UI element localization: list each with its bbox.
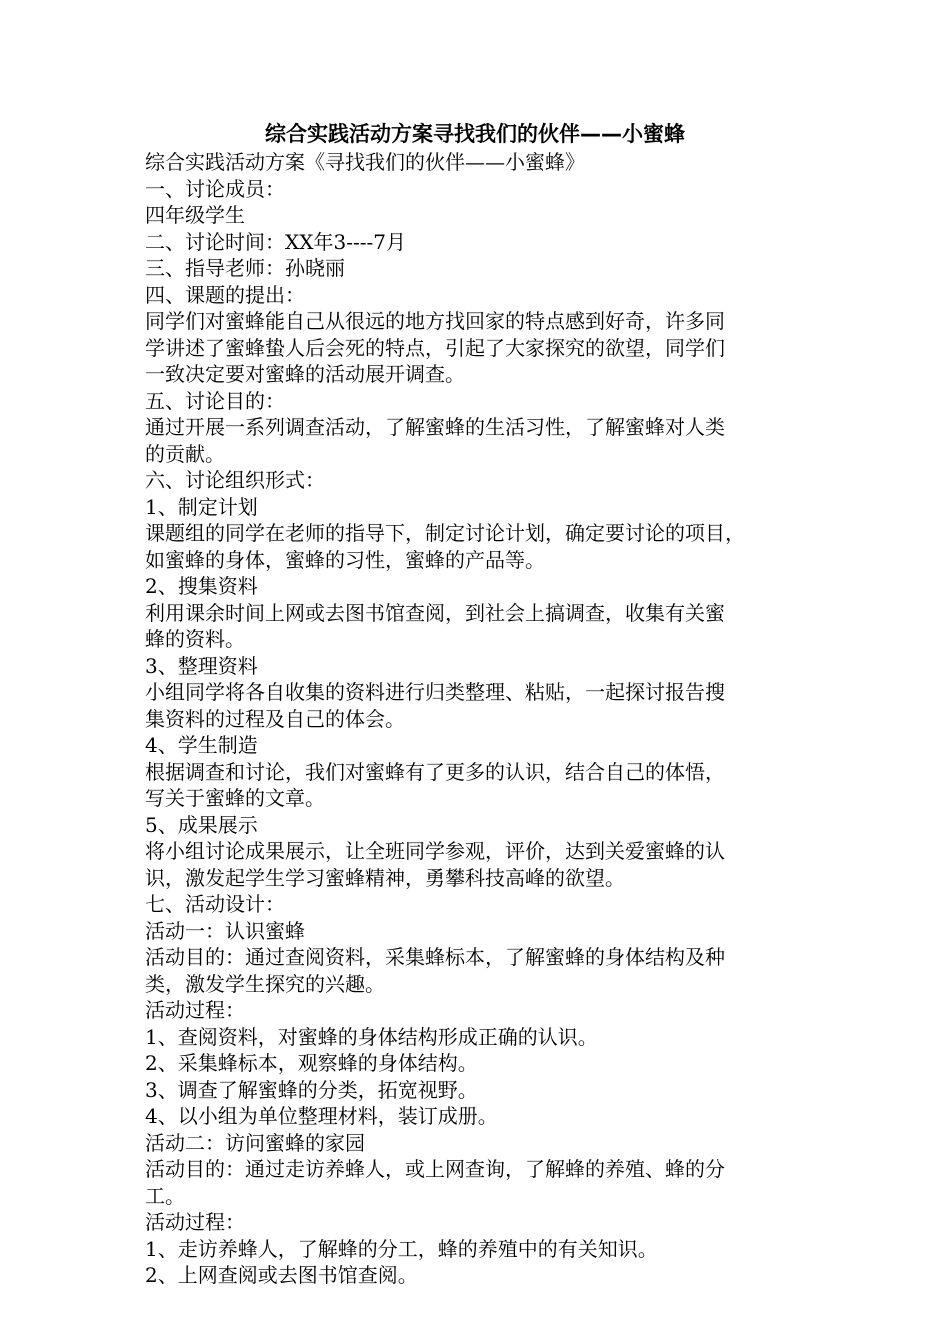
text-line: 活动目的：通过走访养蜂人，或上网查询，了解蜂的养殖、蜂的分 bbox=[145, 1157, 725, 1181]
text-line: 六、讨论组织形式： bbox=[145, 468, 325, 492]
text-line: 1、查阅资料，对蜜蜂的身体结构形成正确的认识。 bbox=[145, 1024, 598, 1049]
text-line: 根据调查和讨论，我们对蜜蜂有了更多的认识，结合自己的体悟， bbox=[145, 759, 725, 784]
text-line: 同学们对蜜蜂能自己从很远的地方找回家的特点感到好奇，许多同 bbox=[145, 309, 725, 333]
text-line: 识，激发起学生学习蜜蜂精神，勇攀科技高峰的欲望。 bbox=[145, 865, 625, 890]
text-line: 的贡献。 bbox=[145, 441, 225, 466]
text-line: 三、指导老师：孙晓丽 bbox=[145, 256, 345, 280]
text-line: 如蜜蜂的身体，蜜蜂的习性，蜜蜂的产品等。 bbox=[145, 547, 545, 572]
text-line: 四年级学生 bbox=[145, 203, 245, 227]
text-line: 综合实践活动方案《寻找我们的伙伴——小蜜蜂》 bbox=[145, 150, 585, 174]
text-line: 七、活动设计： bbox=[145, 892, 285, 916]
text-line: 通过开展一系列调查活动，了解蜜蜂的生活习性，了解蜜蜂对人类 bbox=[145, 415, 725, 439]
text-line: 类，激发学生探究的兴趣。 bbox=[145, 971, 385, 996]
text-line: 1、走访养蜂人，了解蜂的分工，蜂的养殖中的有关知识。 bbox=[145, 1236, 658, 1261]
text-line: 五、讨论目的： bbox=[145, 388, 285, 413]
text-line: 1、制定计划 bbox=[145, 494, 258, 519]
text-line: 活动过程： bbox=[145, 1210, 245, 1234]
text-line: 3、整理资料 bbox=[145, 653, 258, 678]
text-line: 工。 bbox=[145, 1183, 185, 1208]
text-line: 一致决定要对蜜蜂的活动展开调查。 bbox=[145, 362, 465, 386]
text-line: 3、调查了解蜜蜂的分类，拓宽视野。 bbox=[145, 1077, 478, 1102]
text-line: 集资料的过程及自己的体会。 bbox=[145, 706, 405, 731]
text-line: 活动过程： bbox=[145, 998, 245, 1022]
text-line: 二、讨论时间：XX年3----7月 bbox=[145, 229, 406, 254]
text-line: 活动一：认识蜜蜂 bbox=[145, 918, 305, 943]
text-line: 将小组讨论成果展示，让全班同学参观，评价，达到关爱蜜蜂的认 bbox=[145, 839, 725, 863]
text-line: 蜂的资料。 bbox=[145, 627, 245, 651]
text-line: 课题组的同学在老师的指导下，制定讨论计划，确定要讨论的项目， bbox=[145, 521, 745, 545]
text-line: 四、课题的提出： bbox=[145, 282, 305, 307]
text-line: 活动二：访问蜜蜂的家园 bbox=[145, 1130, 365, 1155]
text-line: 一、讨论成员： bbox=[145, 176, 285, 201]
text-line: 2、采集蜂标本，观察蜂的身体结构。 bbox=[145, 1051, 478, 1075]
text-line: 小组同学将各自收集的资料进行归类整理、粘贴，一起探讨报告搜 bbox=[145, 680, 725, 704]
text-line: 2、上网查阅或去图书馆查阅。 bbox=[145, 1263, 418, 1287]
text-line: 4、学生制造 bbox=[145, 733, 258, 757]
text-line: 利用课余时间上网或去图书馆查阅，到社会上搞调查，收集有关蜜 bbox=[145, 600, 725, 625]
document-body bbox=[145, 149, 815, 1289]
text-line: 写关于蜜蜂的文章。 bbox=[145, 786, 325, 810]
text-line: 学讲述了蜜蜂蛰人后会死的特点，引起了大家探究的欲望，同学们 bbox=[145, 335, 725, 360]
document-title: 综合实践活动方案寻找我们的伙伴——小蜜蜂 bbox=[265, 122, 685, 146]
text-line: 2、搜集资料 bbox=[145, 574, 258, 598]
text-line: 5、成果展示 bbox=[145, 812, 258, 837]
text-line: 4、以小组为单位整理材料，装订成册。 bbox=[145, 1104, 498, 1128]
text-line: 活动目的：通过查阅资料，采集蜂标本，了解蜜蜂的身体结构及种 bbox=[145, 945, 725, 969]
